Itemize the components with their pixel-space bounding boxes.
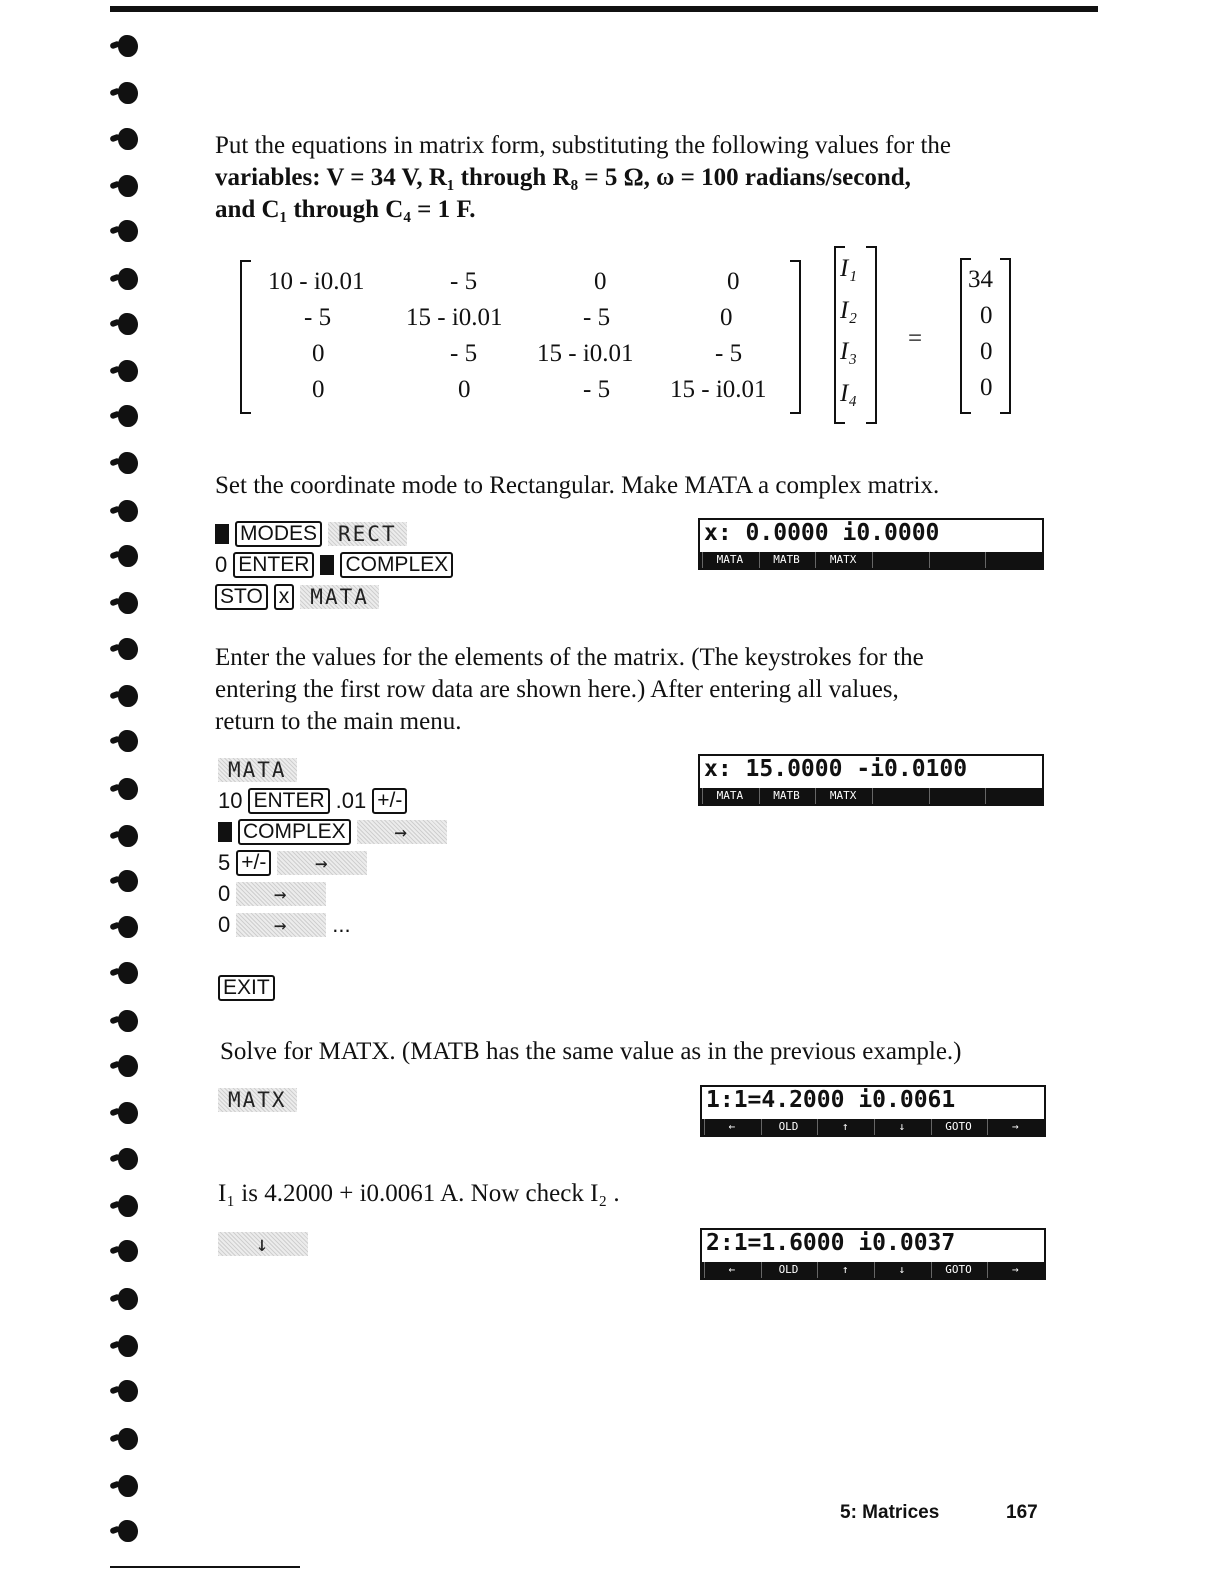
calculator-display-1 [698,518,1044,570]
value-zero: 0 [218,912,231,937]
spiral-binding [110,30,150,1580]
mata-softkey[interactable]: MATA [300,585,379,609]
multiply-key[interactable]: x [274,584,295,610]
ellipsis: ... [332,912,351,937]
menu-right-arrow[interactable]: → [987,1119,1042,1135]
value-five: 5 [218,850,231,875]
menu-matx[interactable]: MATX [815,552,870,568]
matrix-cell: 0 [727,268,740,295]
mata-softkey[interactable]: MATA [218,758,297,782]
complex-key[interactable]: COMPLEX [238,819,351,845]
menu-right-arrow[interactable]: → [987,1262,1042,1278]
top-rule [110,6,1098,12]
calculator-display-3 [700,1085,1046,1137]
matrix-cell: 15 - i0.01 [406,304,503,331]
matrix-cell: - 5 [450,340,478,367]
matrix-cell: - 5 [715,340,743,367]
shift-key-icon [218,822,232,842]
enter-key[interactable]: ENTER [233,552,314,578]
solve-instruction: Solve for MATX. (MATB has the same value as in the previous example.) [220,1038,962,1065]
menu-matb[interactable]: MATB [759,788,814,804]
entry-instruction [215,642,924,738]
menu-matx[interactable]: MATX [815,788,870,804]
right-arrow-softkey[interactable]: → [277,851,367,875]
modes-key[interactable]: MODES [235,521,322,547]
matrix-cell: 0 [458,376,471,403]
equals-sign: = [908,325,923,352]
menu-left-arrow[interactable]: ← [704,1262,759,1278]
menu-up-arrow[interactable]: ↑ [817,1119,872,1135]
result-cell: 34 [968,266,993,293]
display-text: x: 15.0000 -i0.0100 [704,756,968,782]
intro-line-1: Put the equations in matrix form, substituting the following values for the [215,132,952,159]
entry-line-3: return to the main menu. [215,708,462,735]
menu-old[interactable]: OLD [761,1262,816,1278]
footer-chapter: 5: Matrices [840,1502,940,1523]
enter-key[interactable]: ENTER [248,788,329,814]
matx-softkey[interactable]: MATX [218,1088,297,1112]
value-point-zero-one: .01 [335,788,367,813]
matrix-cell: - 5 [450,268,478,295]
shift-key-icon [215,524,229,544]
display-menu [700,552,1042,568]
entry-line-2: entering the first row data are shown here.) After entering all values, [215,676,899,703]
menu-blank[interactable] [985,552,1040,568]
menu-blank[interactable] [985,788,1040,804]
complex-key[interactable]: COMPLEX [340,552,453,578]
down-arrow-softkey[interactable]: ↓ [218,1232,308,1256]
right-arrow-softkey[interactable]: → [357,820,447,844]
menu-matb[interactable]: MATB [759,552,814,568]
value-zero: 0 [218,881,231,906]
rect-softkey[interactable]: RECT [328,522,407,546]
matrix-cell: 15 - i0.01 [537,340,634,367]
intro-line-3: and C₁ through C₄ = 1 F. [215,196,476,223]
exit-key[interactable]: EXIT [218,975,275,1001]
vector-cell: I₄ [840,380,858,407]
menu-up-arrow[interactable]: ↑ [817,1262,872,1278]
menu-mata[interactable]: MATA [702,788,757,804]
result-statement: I₁ is 4.2000 + i0.0061 A. Now check I₂ . [218,1180,620,1207]
change-sign-key[interactable]: +/- [372,788,407,814]
result-cell: 0 [980,302,993,329]
intro-line-2: variables: V = 34 V, R₁ through R₈ = 5 Ω, ω = 100 radians/second, [215,164,911,191]
matrix-cell: - 5 [583,304,611,331]
display-text: x: 0.0000 i0.0000 [704,520,940,546]
matrix-equation [240,250,1030,430]
menu-goto[interactable]: GOTO [931,1262,986,1278]
menu-down-arrow[interactable]: ↓ [874,1262,929,1278]
matrix-cell: 0 [720,304,733,331]
digit-zero: 0 [215,552,228,577]
matrix-cell: - 5 [304,304,332,331]
menu-left-arrow[interactable]: ← [704,1119,759,1135]
matrix-editor-menu [702,1119,1044,1135]
sto-key[interactable]: STO [215,584,268,610]
mode-instruction: Set the coordinate mode to Rectangular. Make MATA a complex matrix. [215,472,940,499]
entry-line-1: Enter the values for the elements of the matrix. (The keystrokes for the [215,644,924,671]
matrix-cell: 0 [312,376,325,403]
display-text: 2:1=1.6000 i0.0037 [706,1230,956,1256]
right-arrow-softkey[interactable]: → [236,913,326,937]
value-ten: 10 [218,788,243,813]
menu-down-arrow[interactable]: ↓ [874,1119,929,1135]
vector-cell: I₃ [840,338,858,365]
result-cell: 0 [980,374,993,401]
menu-mata[interactable]: MATA [702,552,757,568]
matrix-cell: 15 - i0.01 [670,376,767,403]
intro-paragraph [215,130,951,226]
display-menu [700,788,1042,804]
menu-goto[interactable]: GOTO [931,1119,986,1135]
shift-key-icon [320,555,334,575]
matrix-editor-menu [702,1262,1044,1278]
bottom-rule [110,1566,300,1568]
menu-blank[interactable] [929,552,984,568]
result-cell: 0 [980,338,993,365]
display-text: 1:1=4.2000 i0.0061 [706,1087,956,1113]
matrix-cell: 0 [312,340,325,367]
menu-blank[interactable] [872,552,927,568]
menu-blank[interactable] [872,788,927,804]
change-sign-key[interactable]: +/- [236,850,271,876]
matrix-cell: 10 - i0.01 [268,268,365,295]
menu-old[interactable]: OLD [761,1119,816,1135]
calculator-display-2 [698,754,1044,806]
vector-cell: I₁ [840,255,858,282]
vector-cell: I₂ [840,297,858,324]
matrix-cell: 0 [594,268,607,295]
calculator-display-4 [700,1228,1046,1280]
matrix-cell: - 5 [583,376,611,403]
footer-page-number: 167 [1006,1502,1038,1523]
menu-blank[interactable] [929,788,984,804]
right-arrow-softkey[interactable]: → [236,882,326,906]
